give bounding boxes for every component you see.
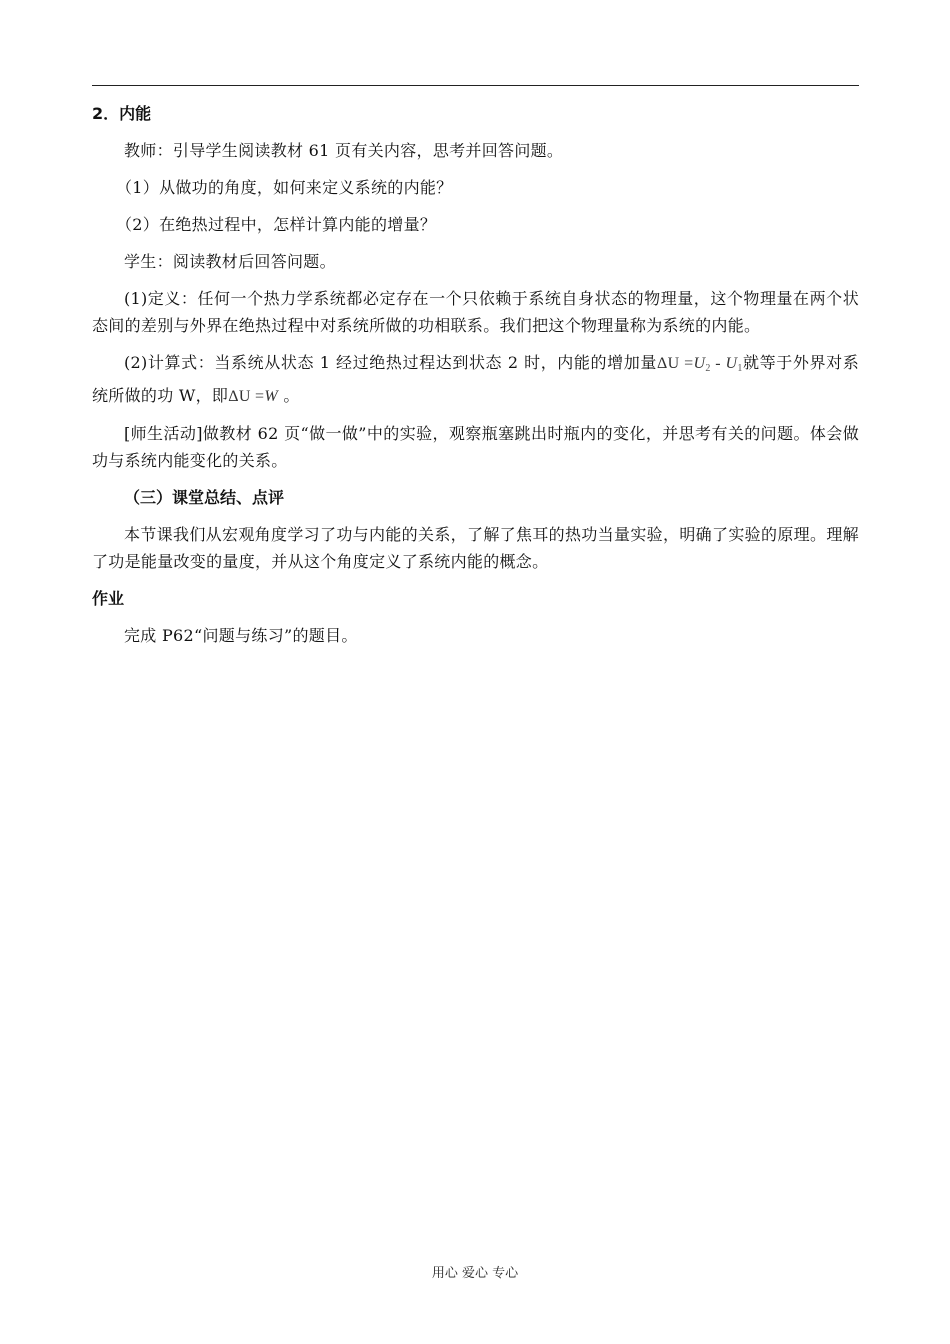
- homework-text: 完成 P62“问题与练习”的题目。: [124, 626, 358, 645]
- homework-heading: 作业: [92, 589, 125, 608]
- answer-2-text-start: (2)计算式：当系统从状态 1 经过绝热过程达到状态 2 时，内能的增加量: [124, 353, 658, 372]
- formula-delta-u-difference: $\Delta U =U_2 - U_1$: [657, 355, 743, 374]
- page-footer: 用心 爱心 专心: [431, 1266, 519, 1281]
- answer-2-formula: [92, 349, 859, 410]
- student-intro: 学生：阅读教材后回答问题。: [124, 252, 336, 271]
- answer-1-definition: (1)定义：任何一个热力学系统都必定存在一个只依赖于系统自身状态的物理量，这个物理量在两个状态间的差别与外界在绝热过程中对系统所做的功相联系。我们把这个物理量称为系统的内能。: [92, 289, 859, 335]
- document-body: [92, 100, 859, 659]
- summary-heading: （三）课堂总结、点评: [124, 488, 285, 507]
- answer-2-text-middle: 就等于外界对系统所做的功 W，即: [92, 353, 860, 405]
- section-heading-internal-energy: 2．内能: [92, 104, 152, 123]
- header-rule: [92, 85, 859, 86]
- question-1: （1）从做功的角度，如何来定义系统的内能？: [116, 178, 453, 197]
- formula-delta-u-work: ΔU =W: [228, 388, 278, 405]
- summary-text: 本节课我们从宏观角度学习了功与内能的关系，了解了焦耳的热功当量实验，明确了实验的原理。理解了功是能量改变的量度，并从这个角度定义了系统内能的概念。: [92, 525, 859, 571]
- question-2: （2）在绝热过程中，怎样计算内能的增量？: [116, 215, 437, 234]
- teacher-student-activity: [师生活动]做教材 62 页“做一做”中的实验，观察瓶塞跳出时瓶内的变化，并思考有关的问题。体会做功与系统内能变化的关系。: [92, 424, 859, 470]
- teacher-prompt: 教师：引导学生阅读教材 61 页有关内容，思考并回答问题。: [124, 141, 564, 160]
- answer-2-text-end: 。: [277, 386, 300, 405]
